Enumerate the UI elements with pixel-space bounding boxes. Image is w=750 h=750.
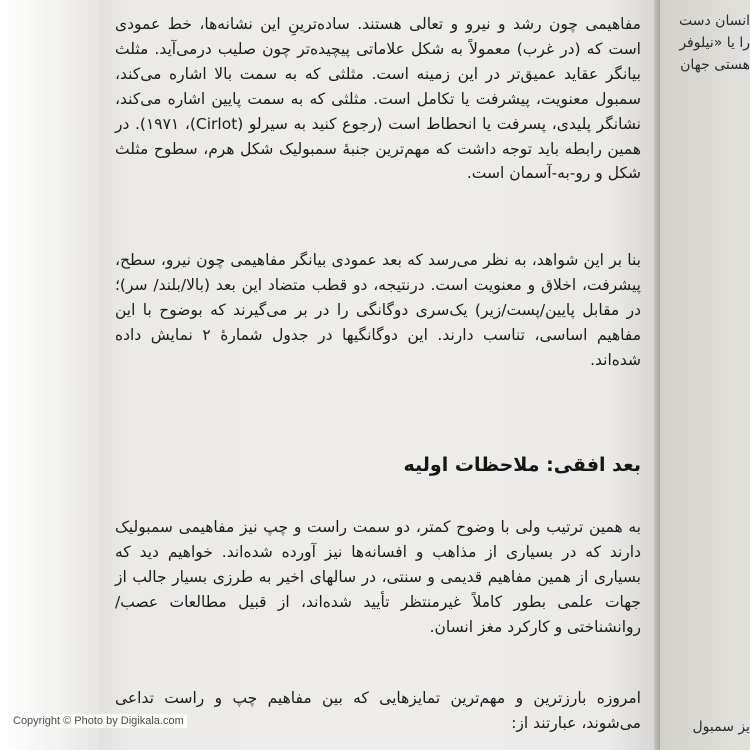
facing-line-2: را یا «نیلوفر — [679, 35, 750, 51]
paragraph-vertical-symbols: مفاهیمی چون رشد و نیرو و تعالی هستند. ساده‌ترینِ این نشانه‌ها، خط عمودی است که (در غرب) معمولاً به شکل علاماتی پیچیده‌تر چون صلیب درمی‌آید. مثلث بیانگر عقاید عمیق‌تر در این زمینه است. مثلثی که به سمت بالا اشاره می‌کند، سمبول معنویت، پیشرفت یا تکامل است. مثلثی که به سمت پایین اشاره می‌کند، نشانگر پلیدی، پسرفت یا انحطاط است (رجوع کنید به سیرلو (Cirlot)، ۱۹۷۱). در همین رابطه باید توجه داشت که مهم‌ترین جنبهٔ سمبولیک شکل هرم، سطوح مثلث شکل و رو-به-آسمان است. — [115, 15, 641, 183]
paragraph-left-right: به همین ترتیب ولی با وضوح کمتر، دو سمت راست و چپ نیز مفاهیمی سمبولیک دارند که در بسیاری از مذاهب و افسانه‌ها نیز آورده شده‌اند. خواهیم دید که بسیاری از همین مفاهیم قدیمی و سنتی، در سالهای اخیر به طرزی بسیار جالب از جهات علمی بطور کاملاً غیرمنتظر تأیید شده‌اند، از قبیل مطالعات عصب/روانشناختی و کارکرد مغز انسان. — [115, 518, 641, 636]
left-page-edge — [0, 0, 98, 750]
facing-line-3: هستی جهان — [680, 57, 750, 73]
section-heading: بعد افقی: ملاحظات اولیه — [403, 454, 641, 476]
facing-page-text-top — [660, 10, 750, 76]
paragraph-vertical-dimension: بنا بر این شواهد، به نظر می‌رسد که بعد عمودی بیانگر مفاهیمی چون نیرو، سطح، پیشرفت، اخلاق و معنویت است. درنتیجه، دو قطب متضاد این بعد (بالا/بلند/ سر)؛ در مقابل پایین/پست/زیر) یک‌سری دوگانگی را در بر می‌گیرند که بوضوح با این مفاهیم اساسی، تناسب دارند. این دوگانگیها در جدول شمارهٔ ۲ نمایش داده شده‌اند. — [115, 251, 641, 369]
paragraph-distinctions: امروزه بارزترین و مهم‌ترین تمایزهایی که بین مفاهیم چپ و راست تداعی می‌شوند، عبارتند از: — [115, 689, 641, 732]
copyright-watermark: Copyright © Photo by Digikala.com — [10, 714, 187, 728]
facing-page-text-bottom: یز سمبول — [692, 719, 750, 735]
facing-line-1: انسان دست — [679, 13, 750, 29]
facing-page — [660, 0, 750, 750]
